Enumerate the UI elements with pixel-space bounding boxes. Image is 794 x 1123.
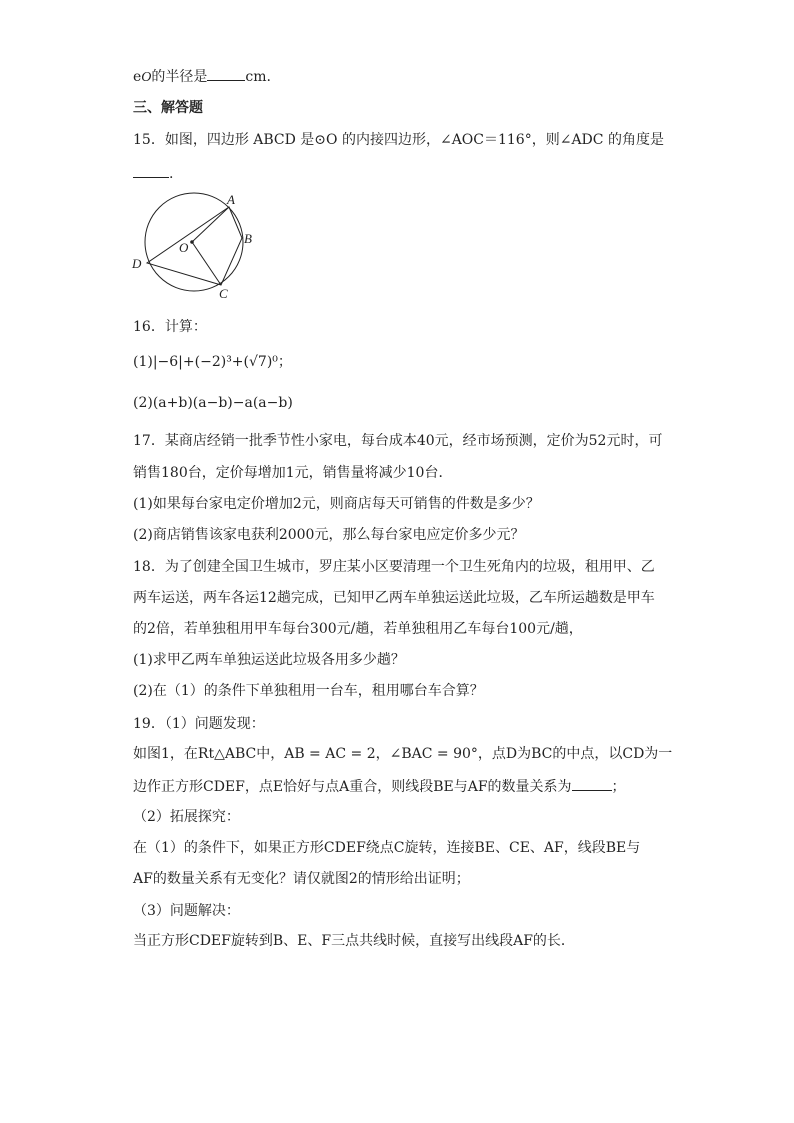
q14-var: O — [141, 70, 152, 85]
section-heading: 三、解答题 — [133, 100, 203, 116]
q19-line5: 在（1）的条件下，如果正方形CDEF绕点C旋转，连接BE、CE、AF，线段BE与 — [133, 840, 641, 856]
q18-line2: 两车运送，两车各运12趟完成，已知甲乙两车单独运送此垃圾，乙车所运趟数是甲车 — [133, 590, 655, 606]
q18-line1: 18．为了创建全国卫生城市，罗庄某小区要清理一个卫生死角内的垃圾，租用甲、乙 — [133, 559, 655, 575]
q15-answer-blank[interactable] — [133, 163, 169, 178]
q17-line2: 销售180台，定价每增加1元，销售量将减少10台． — [133, 465, 453, 481]
q14-prefix: e — [133, 69, 142, 85]
segment-oa — [192, 207, 229, 242]
q14-end: . — [266, 69, 271, 85]
q17-part1: (1)如果每台家电定价增加2元，则商店每天可销售的件数是多少？ — [133, 496, 540, 512]
label-o: O — [179, 240, 189, 255]
q16-title: 16．计算： — [133, 319, 207, 335]
q19-line6: AF的数量关系有无变化？请仅就图2的情形给出证明； — [133, 871, 470, 887]
q19-line2: 如图1，在Rt△ABC中，AB = AC = 2，∠BAC = 90°，点D为BC的中点，以CD为一 — [133, 746, 673, 762]
q17-line1: 17．某商店经销一批季节性小家电，每台成本40元，经市场预测，定价为52元时，可 — [133, 433, 663, 449]
q19-line7: （3）问题解决： — [133, 903, 240, 919]
q19-line3-end: ； — [611, 779, 626, 795]
q16-part1: (1)|−6|+(−2)³+(√7)⁰； — [133, 354, 292, 370]
q14-answer-blank[interactable] — [207, 66, 245, 81]
label-a: A — [227, 192, 235, 207]
q14-text: 的半径是 — [151, 69, 208, 85]
q16-part2: (2)(a+b)(a−b)−a(a−b) — [133, 395, 293, 411]
label-d: D — [132, 256, 142, 271]
q19-line8: 当正方形CDEF旋转到B、E、F三点共线时候，直接写出线段AF的长． — [133, 933, 575, 949]
q15-figure — [128, 190, 268, 302]
q14-unit: cm — [245, 69, 267, 85]
q19-line3 — [133, 776, 626, 796]
q15-line1: 15．如图，四边形 ABCD 是⊙O 的内接四边形，∠AOC＝116°，则∠ADC 的角度是 — [133, 132, 664, 148]
q18-part2: (2)在（1）的条件下单独租用一台车，租用哪台车合算？ — [133, 683, 484, 699]
q19-answer-blank[interactable] — [572, 776, 612, 791]
center-dot — [190, 240, 194, 244]
q19-line1: 19．（1）问题发现： — [133, 716, 265, 732]
label-b: B — [244, 231, 252, 246]
q15-line2 — [133, 163, 173, 183]
q18-line3: 的2倍，若单独租用甲车每台300元/趟，若单独租用乙车每台100元/趟， — [133, 621, 583, 637]
segment-oc — [192, 242, 221, 285]
q18-part1: (1)求甲乙两车单独运送此垃圾各用多少趟？ — [133, 652, 405, 668]
label-c: C — [219, 286, 228, 301]
q15-end: . — [169, 166, 174, 182]
q19-line3-text: 边作正方形CDEF，点E恰好与点A重合，则线段BE与AF的数量关系为 — [133, 779, 572, 795]
q14-tail-line — [133, 66, 271, 87]
q19-line4: （2）拓展探究： — [133, 809, 240, 825]
q17-part2: (2)商店销售该家电获利2000元，那么每台家电应定价多少元？ — [133, 527, 525, 543]
